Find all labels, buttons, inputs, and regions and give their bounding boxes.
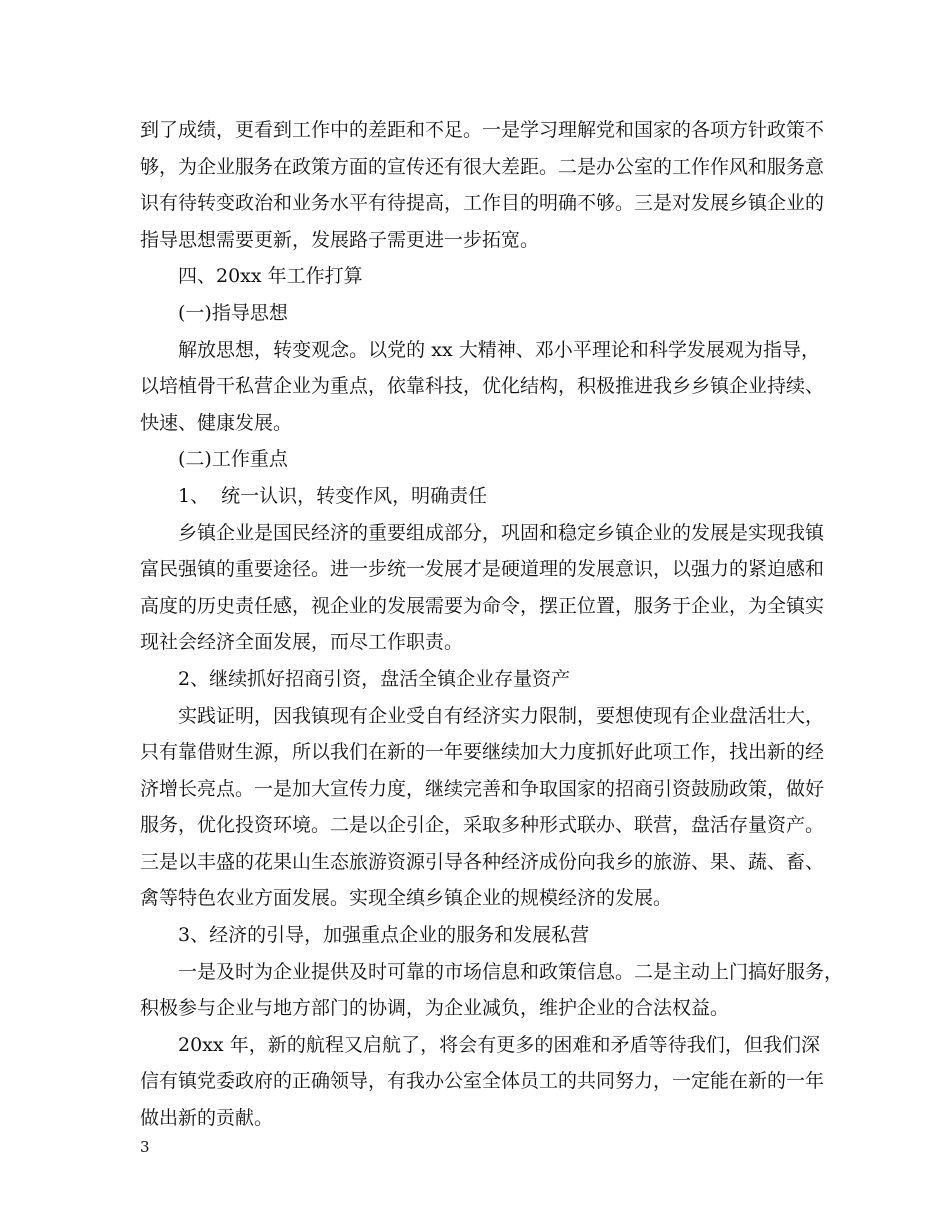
paragraph-line: 一是及时为企业提供及时可靠的市场信息和政策信息。二是主动上门搞好服务， [178,960,844,983]
page-number: 3 [140,1138,150,1156]
paragraph-line: 现社会经济全面发展，而尽工作职责。 [140,631,464,654]
paragraph-line: 三是以丰盛的花果山生态旅游资源引导各种经济成份向我乡的旅游、果、蔬、畜、 [140,850,825,873]
paragraph-line: 识有待转变政治和业务水平有待提高，工作目的明确不够。三是对发展乡镇企业的 [140,192,825,215]
paragraph-line: 服务，优化投资环境。二是以企引企，采取多种形式联办、联营，盘活存量资产。 [140,814,825,837]
paragraph-line: 高度的历史责任感，视企业的发展需要为命令，摆正位置，服务于企业，为全镇实 [140,594,825,617]
paragraph-line: 济增长亮点。一是加大宣传力度，继续完善和争取国家的招商引资鼓励政策，做好 [140,777,825,800]
paragraph-line: 指导思想需要更新，发展路子需更进一步拓宽。 [140,228,540,251]
item-heading: 3、经济的引导，加强重点企业的服务和发展私营 [178,924,590,947]
paragraph-line: 到了成绩，更看到工作中的差距和不足。一是学习理解党和国家的各项方针政策不 [140,119,825,141]
item-heading: 1、 统一认识，转变作风，明确责任 [178,484,488,507]
subsection-heading: (二)工作重点 [178,448,288,471]
paragraph-line: 以培植骨干私营企业为重点，依靠科技，优化结构，积极推进我乡乡镇企业持续、 [140,375,825,398]
section-heading: 四、20xx 年工作打算 [178,265,363,288]
paragraph-line: 实践证明，因我镇现有企业受自有经济实力限制，要想使现有企业盘活壮大， [178,704,825,727]
paragraph-line: 信有镇党委政府的正确领导，有我办公室全体员工的共同努力，一定能在新的一年 [140,1070,825,1093]
subsection-heading: (一)指导思想 [178,301,288,324]
paragraph-line: 富民强镇的重要途径。进一步统一发展才是硬道理的发展意识，以强力的紧迫感和 [140,558,825,581]
paragraph-line: 快速、健康发展。 [140,411,293,434]
paragraph-line: 禽等特色农业方面发展。实现全缜乡镇企业的规模经济的发展。 [140,887,673,910]
paragraph-line: 解放思想，转变观念。以党的 xx 大精神、邓小平理论和科学发展观为指导， [178,338,820,361]
paragraph-line: 20xx 年，新的航程又启航了，将会有更多的困难和矛盾等待我们，但我们深 [178,1033,820,1056]
item-heading: 2、继续抓好招商引资，盘活全镇企业存量资产 [178,667,571,690]
paragraph-line: 只有靠借财生源，所以我们在新的一年要继续加大力度抓好此项工作，找出新的经 [140,741,825,764]
paragraph-line: 够，为企业服务在政策方面的宣传还有很大差距。二是办公室的工作作风和服务意 [140,155,825,178]
document-body [140,112,844,1137]
paragraph-line: 乡镇企业是国民经济的重要组成部分，巩固和稳定乡镇企业的发展是实现我镇 [178,521,825,544]
paragraph-line: 积极参与企业与地方部门的协调，为企业减负，维护企业的合法权益。 [140,997,730,1020]
paragraph-line: 做出新的贡献。 [140,1107,274,1130]
